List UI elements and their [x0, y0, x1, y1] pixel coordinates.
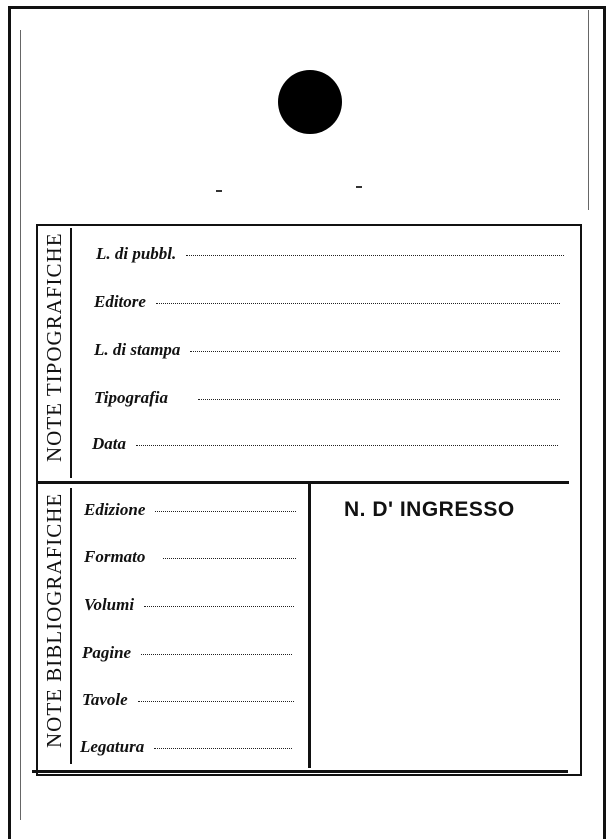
field-label: Tavole: [82, 690, 128, 709]
field-publisher: [94, 292, 560, 312]
field-format: [84, 547, 296, 567]
fill-in-line: [163, 557, 296, 559]
field-printer: [94, 388, 560, 408]
column-divider: [308, 484, 311, 768]
fill-in-line: [154, 747, 292, 749]
fill-in-line: [186, 254, 564, 256]
field-place-of-printing: [94, 340, 560, 360]
field-date: [92, 434, 558, 454]
field-label: Formato: [84, 547, 146, 566]
section-title-bibliographic: NOTE BIBLIOGRAFICHE: [42, 492, 66, 748]
field-label: Pagine: [82, 643, 132, 662]
tag-edge-line: [588, 10, 589, 210]
field-label: L. di stampa: [94, 340, 181, 359]
field-plates: [82, 690, 294, 710]
field-volumes: [84, 595, 294, 615]
fill-in-line: [136, 444, 558, 446]
field-label: Tipografia: [94, 388, 168, 407]
field-label: L. di pubbl.: [96, 244, 177, 263]
field-label: Legatura: [80, 737, 145, 756]
fill-in-line: [155, 510, 296, 512]
punch-hole-icon: [278, 70, 342, 134]
field-binding: [80, 737, 292, 757]
field-label: Volumi: [84, 595, 135, 614]
form-frame-bottom: [32, 770, 568, 773]
fill-in-line: [138, 700, 294, 702]
field-edition: [84, 500, 296, 520]
ink-speck: [216, 190, 222, 192]
field-place-of-publication: [96, 244, 564, 264]
fill-in-line: [141, 653, 292, 655]
field-label: Editore: [94, 292, 146, 311]
fill-in-line: [198, 398, 560, 400]
fill-in-line: [156, 302, 560, 304]
fill-in-line: [144, 605, 294, 607]
ink-speck: [356, 186, 362, 188]
tag-edge-line: [20, 30, 21, 820]
section-label-rule: [70, 488, 72, 764]
field-label: Data: [92, 434, 126, 453]
field-label: Edizione: [84, 500, 146, 519]
fill-in-line: [190, 350, 560, 352]
section-divider: [36, 481, 569, 484]
field-pages: [82, 643, 292, 663]
section-title-typographic: NOTE TIPOGRAFICHE: [42, 232, 66, 462]
section-label-rule: [70, 228, 72, 478]
accession-number-title: N. D' INGRESSO: [344, 498, 515, 521]
